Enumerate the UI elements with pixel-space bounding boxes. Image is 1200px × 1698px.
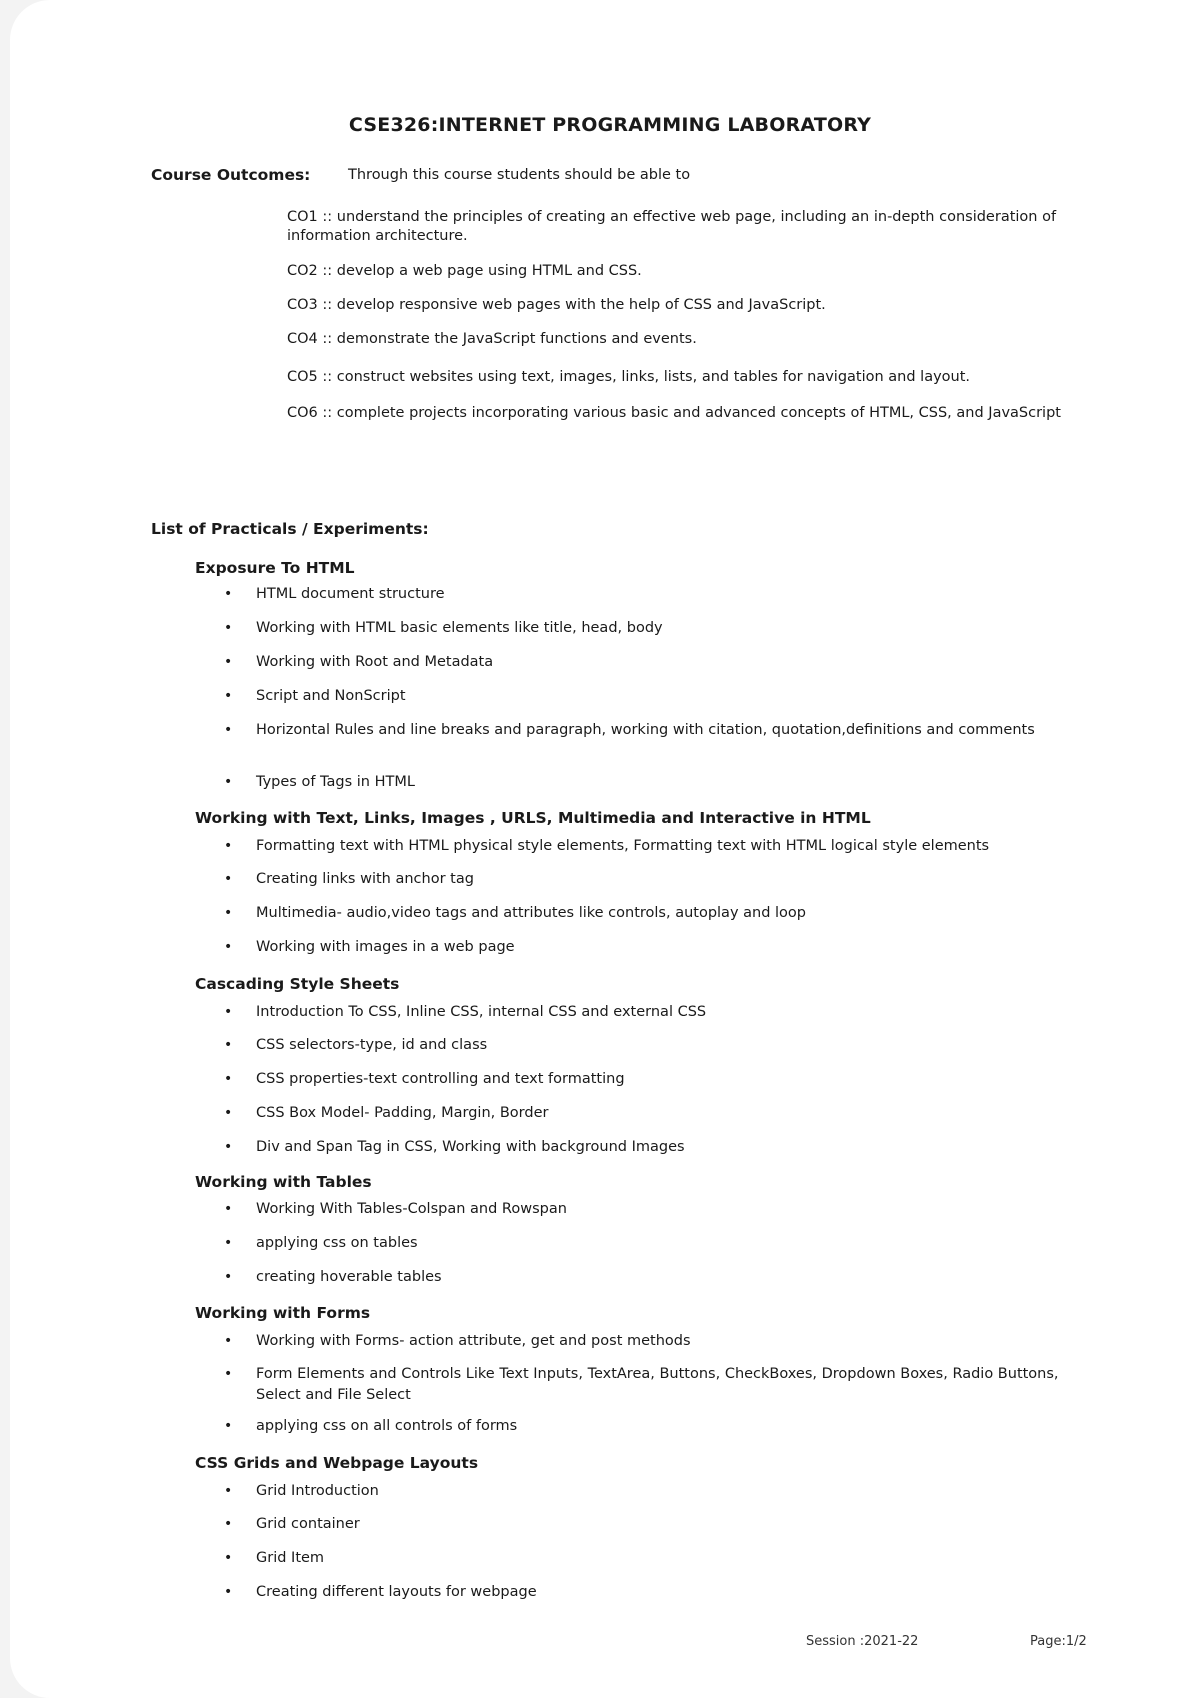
bullet: •	[224, 1139, 233, 1155]
course-outcome-item: CO2 :: develop a web page using HTML and CSS.	[287, 263, 642, 279]
bullet: •	[224, 1037, 233, 1053]
list-item: Working with HTML basic elements like title, head, body	[256, 620, 663, 636]
list-item: applying css on tables	[256, 1235, 418, 1251]
bullet: •	[224, 586, 233, 602]
section-title: Working with Tables	[195, 1173, 372, 1191]
practicals-title: List of Practicals / Experiments:	[151, 520, 429, 538]
section-title: Cascading Style Sheets	[195, 975, 400, 993]
bullet: •	[224, 1201, 233, 1217]
list-item: CSS selectors-type, id and class	[256, 1037, 488, 1053]
session-label: Session :2021-22	[806, 1634, 919, 1649]
bullet: •	[224, 905, 233, 921]
list-item: Grid container	[256, 1516, 360, 1532]
bullet: •	[224, 1366, 233, 1382]
list-item: Working with Root and Metadata	[256, 654, 494, 670]
course-outcome-item: CO5 :: construct websites using text, images, links, lists, and tables for navigation and layout.	[287, 369, 971, 385]
bullet: •	[224, 1584, 233, 1600]
bullet: •	[224, 1483, 233, 1499]
bullet: •	[224, 688, 233, 704]
bullet: •	[224, 1418, 233, 1434]
list-item: Working With Tables-Colspan and Rowspan	[256, 1201, 567, 1217]
bullet: •	[224, 654, 233, 670]
document-page	[10, 0, 1200, 1698]
bullet: •	[224, 1105, 233, 1121]
bullet: •	[224, 722, 233, 738]
list-item: Types of Tags in HTML	[256, 774, 415, 790]
list-item: Div and Span Tag in CSS, Working with background Images	[256, 1139, 685, 1155]
bullet: •	[224, 1550, 233, 1566]
list-item: Form Elements and Controls Like Text Inputs, TextArea, Buttons, CheckBoxes, Dropdown Boxes, Radio Buttons, Select and File Select	[256, 1366, 1059, 1403]
list-item: CSS properties-text controlling and text formatting	[256, 1071, 625, 1087]
bullet: •	[224, 774, 233, 790]
list-item: HTML document structure	[256, 586, 445, 602]
list-item: Grid Item	[256, 1550, 325, 1566]
section-title: Working with Text, Links, Images , URLS, Multimedia and Interactive in HTML	[195, 809, 871, 827]
list-item: Working with images in a web page	[256, 939, 515, 955]
course-outcome-item: CO6 :: complete projects incorporating various basic and advanced concepts of HTML, CSS, and JavaScript	[287, 405, 1061, 421]
list-item: Creating links with anchor tag	[256, 871, 474, 887]
bullet: •	[224, 1333, 233, 1349]
list-item: CSS Box Model- Padding, Margin, Border	[256, 1105, 549, 1121]
list-item: Script and NonScript	[256, 688, 406, 704]
bullet: •	[224, 1071, 233, 1087]
course-outcome-item: CO3 :: develop responsive web pages with the help of CSS and JavaScript.	[287, 297, 826, 313]
bullet: •	[224, 620, 233, 636]
page-number: Page:1/2	[1030, 1634, 1087, 1649]
course-outcomes-label: Course Outcomes:	[151, 166, 311, 184]
section-title: Exposure To HTML	[195, 559, 355, 577]
bullet: •	[224, 1235, 233, 1251]
bullet: •	[224, 1269, 233, 1285]
list-item: Horizontal Rules and line breaks and paragraph, working with citation, quotation,definitions and comments	[256, 722, 1035, 738]
list-item: Multimedia- audio,video tags and attributes like controls, autoplay and loop	[256, 905, 806, 921]
bullet: •	[224, 838, 233, 854]
course-outcome-item: CO1 :: understand the principles of creating an effective web page, including an in-depth consideration of information architecture.	[287, 209, 1057, 244]
bullet: •	[224, 1004, 233, 1020]
list-item: creating hoverable tables	[256, 1269, 442, 1285]
course-outcome-item: CO4 :: demonstrate the JavaScript functions and events.	[287, 331, 697, 347]
list-item: applying css on all controls of forms	[256, 1418, 518, 1434]
list-item: Grid Introduction	[256, 1483, 379, 1499]
list-item: Formatting text with HTML physical style elements, Formatting text with HTML logical style elements	[256, 838, 990, 854]
list-item: Introduction To CSS, Inline CSS, internal CSS and external CSS	[256, 1004, 707, 1020]
page-title: CSE326:INTERNET PROGRAMMING LABORATORY	[348, 114, 872, 136]
list-item: Working with Forms- action attribute, get and post methods	[256, 1333, 691, 1349]
bullet: •	[224, 939, 233, 955]
bullet: •	[224, 1516, 233, 1532]
course-outcomes-intro: Through this course students should be able to	[348, 167, 691, 183]
section-title: Working with Forms	[195, 1304, 371, 1322]
bullet: •	[224, 871, 233, 887]
list-item: Creating different layouts for webpage	[256, 1584, 537, 1600]
section-title: CSS Grids and Webpage Layouts	[195, 1454, 479, 1472]
